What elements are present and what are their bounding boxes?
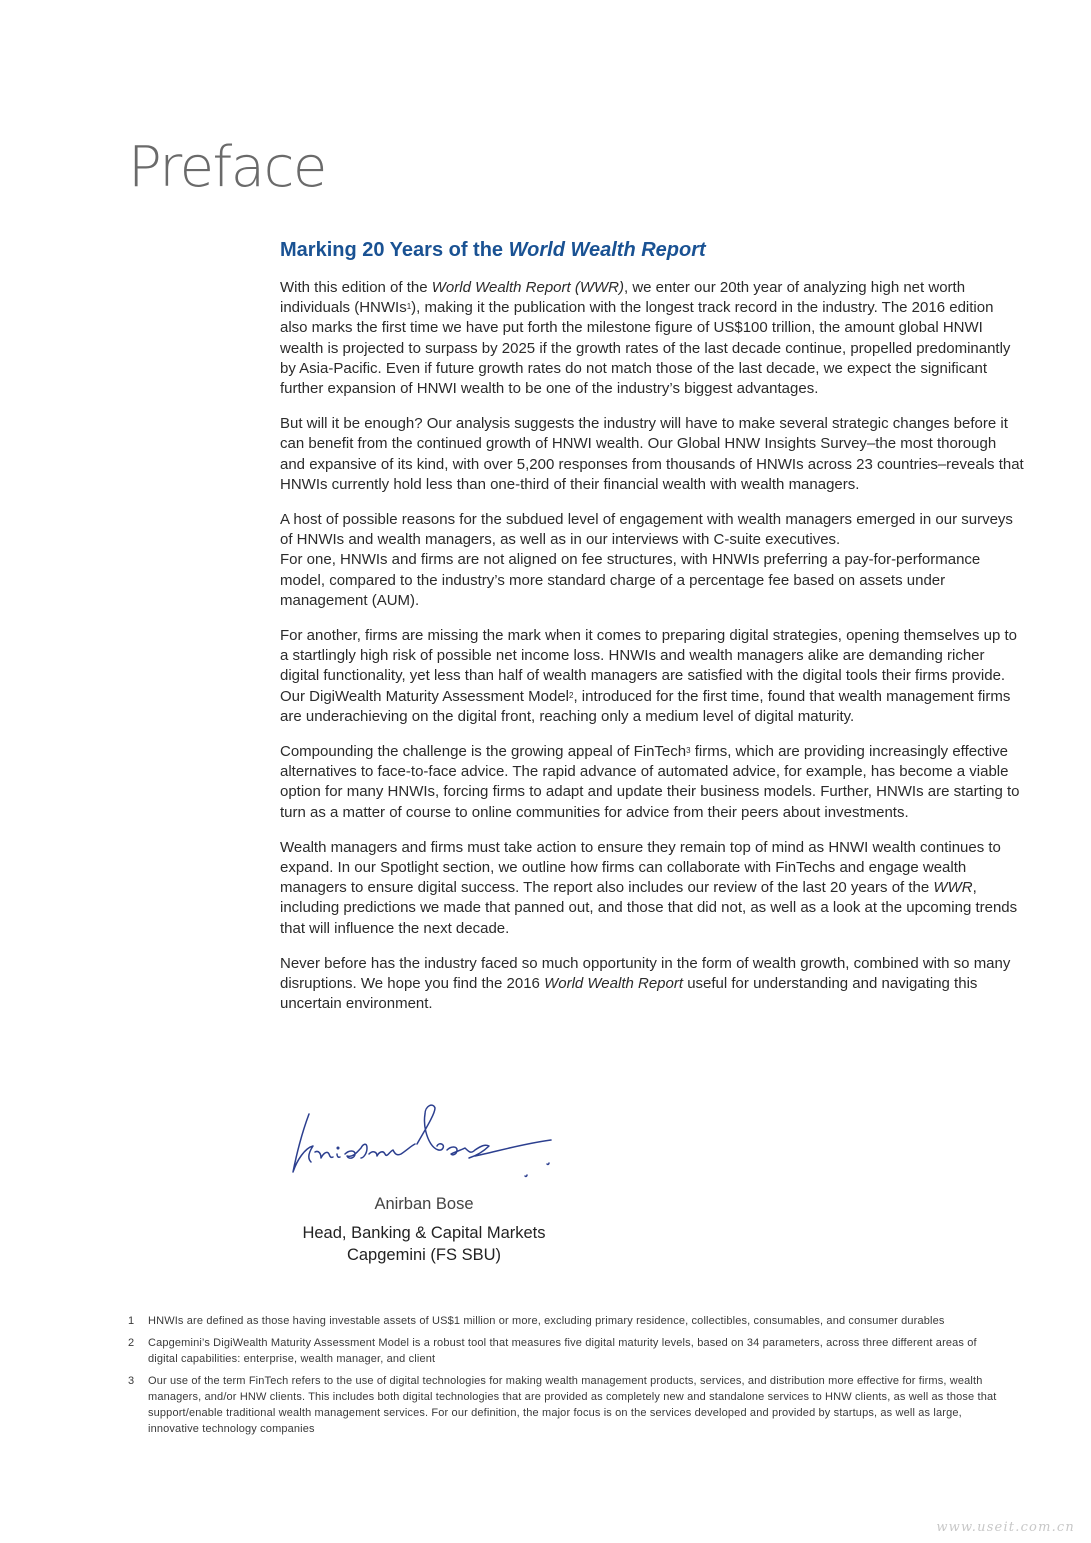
- p6-text-a: Wealth managers and firms must take action to ensure they remain top of mind as HNWI wealth continues to expand. In our Spotlight section, we outline how firms can collaborate with FinTechs and engage wealth managers to ensure digital success. The report also includes our review of the last 20 years of the: [280, 838, 1001, 897]
- paragraph-5: [280, 742, 1025, 823]
- p1-report-title: World Wealth Report (WWR): [431, 279, 624, 296]
- section-heading-text: Marking 20 Years of the: [280, 239, 509, 261]
- footnote-number: 1: [128, 1315, 135, 1327]
- signer-organization: Capgemini (FS SBU): [346, 1246, 502, 1264]
- signature-image: [285, 1100, 560, 1190]
- p4-text-b: , introduced for the first time, found that wealth management firms are underachieving on the digital front, reaching only a medium level of digital maturity.: [280, 687, 1011, 725]
- p4-text-a: For another, firms are missing the mark when it comes to preparing digital strategies, opening themselves up to a startlingly high risk of possible net income loss. HNWIs and wealth managers alike are demanding richer digital functionality, yet less than half of wealth managers are satisfied with the digital tools their firms provide. Our DigiWealth Maturity Assessment Model: [280, 627, 1018, 705]
- p5-text-b: firms, which are providing increasingly effective alternatives to face-to-face advice. The rapid advance of automated advice, for example, has become a viable option for many HNWIs, forcing firms to adapt and update their business models. Further, HNWIs are starting to turn as a matter of course to online communities for advice from their peers about investments.: [280, 743, 1020, 821]
- paragraph-1: [280, 278, 1025, 399]
- p6-text-c: , including predictions we made that panned out, and those that did not, as well as a look at the upcoming trends that will influence the next decade.: [280, 879, 1018, 937]
- p7-text-c: useful for understanding and navigating this uncertain environment.: [280, 975, 978, 1013]
- p3-text-a: A host of possible reasons for the subdued level of engagement with wealth managers emerged in our surveys of HNWIs and wealth managers, as well as in our interviews with C-suite executives.: [280, 511, 1013, 549]
- footnote-2: [128, 1335, 1008, 1367]
- footnote-3: [128, 1373, 1008, 1437]
- section-heading-italic: World Wealth Report: [508, 239, 706, 261]
- p3-text-b: For one, HNWIs and firms are not aligned on fee structures, with HNWIs preferring a pay-for-performance model, compared to the industry’s more standard charge of a percentage fee based on assets under management (AUM).: [280, 551, 981, 609]
- page-title: Preface: [128, 135, 326, 200]
- p1-text-d: ), making it the publication with the longest track record in the industry. The 2016 edition also marks the first time we have put forth the milestone figure of US$100 trillion, the amount global HNWI wealth is projected to surpass by 2025 if the growth rates of the last decade continue, propelled predominantly by Asia-Pacific. Even if future growth rates do not match those of the last decade, we expect the significant further expansion of HNWI wealth to be one of the industry’s biggest advantages.: [280, 299, 1011, 398]
- signer-title: Head, Banking & Capital Markets: [302, 1224, 546, 1242]
- watermark: www.useit.com.cn: [936, 1520, 1075, 1535]
- footnotes: [128, 1313, 1008, 1443]
- section-heading: [280, 237, 706, 263]
- footnote-1: [128, 1313, 1008, 1329]
- footnote-text: HNWIs are defined as those having investable assets of US$1 million or more, excluding primary residence, collectibles, consumables, and consumer durables: [148, 1315, 945, 1327]
- footnote-ref-3: 3: [686, 746, 691, 756]
- p5-text-a: Compounding the challenge is the growing appeal of FinTech: [280, 743, 687, 761]
- p1-text-c: , we enter our 20th year of analyzing high net worth individuals (HNWIs: [280, 279, 966, 317]
- footnote-text: Our use of the term FinTech refers to the use of digital technologies for making wealth management products, services, and distribution more effective for firms, wealth managers, and/or HNW clients. This includes both digital technologies that are provided as completely new and standalone services to HNW clients, as well as those that support/enable traditional wealth management services. For our definition, the major focus is on the services developed and provided by startups, as well as large, innovative technology companies: [148, 1375, 997, 1435]
- p7-text-a: Never before has the industry faced so much opportunity in the form of wealth growth, combined with so many disruptions. We hope you find the 2016: [280, 954, 1011, 993]
- p7-report-title: World Wealth Report: [544, 975, 684, 993]
- signer-name: Anirban Bose: [374, 1195, 474, 1213]
- footnote-ref-2: 2: [569, 690, 574, 700]
- footnote-text: Capgemini’s DigiWealth Maturity Assessment Model is a robust tool that measures five digital maturity levels, based on 34 parameters, across three different areas of digital capabilities: enterprise, wealth manager, and client: [148, 1337, 977, 1365]
- footnote-ref-1: 1: [406, 302, 412, 312]
- p6-wwr-abbrev: WWR: [933, 879, 973, 897]
- paragraph-2: But will it be enough? Our analysis suggests the industry will have to make several strategic changes before it can benefit from the continued growth of HNWI wealth. Our Global HNW Insights Survey–the most thorough and expansive of its kind, with over 5,200 responses from thousands of HNWIs across 23 countries–reveals that HNWIs currently hold less than one-third of their financial wealth with wealth managers.: [280, 415, 1024, 493]
- paragraph-3: [280, 510, 1025, 611]
- p1-text-a: With this edition of the: [280, 279, 432, 296]
- footnote-number: 3: [128, 1375, 135, 1387]
- footnote-number: 2: [128, 1337, 135, 1349]
- body-text: [280, 278, 1025, 1030]
- paragraph-7: [280, 954, 1025, 1015]
- paragraph-4: [280, 626, 1025, 727]
- paragraph-6: [280, 838, 1025, 939]
